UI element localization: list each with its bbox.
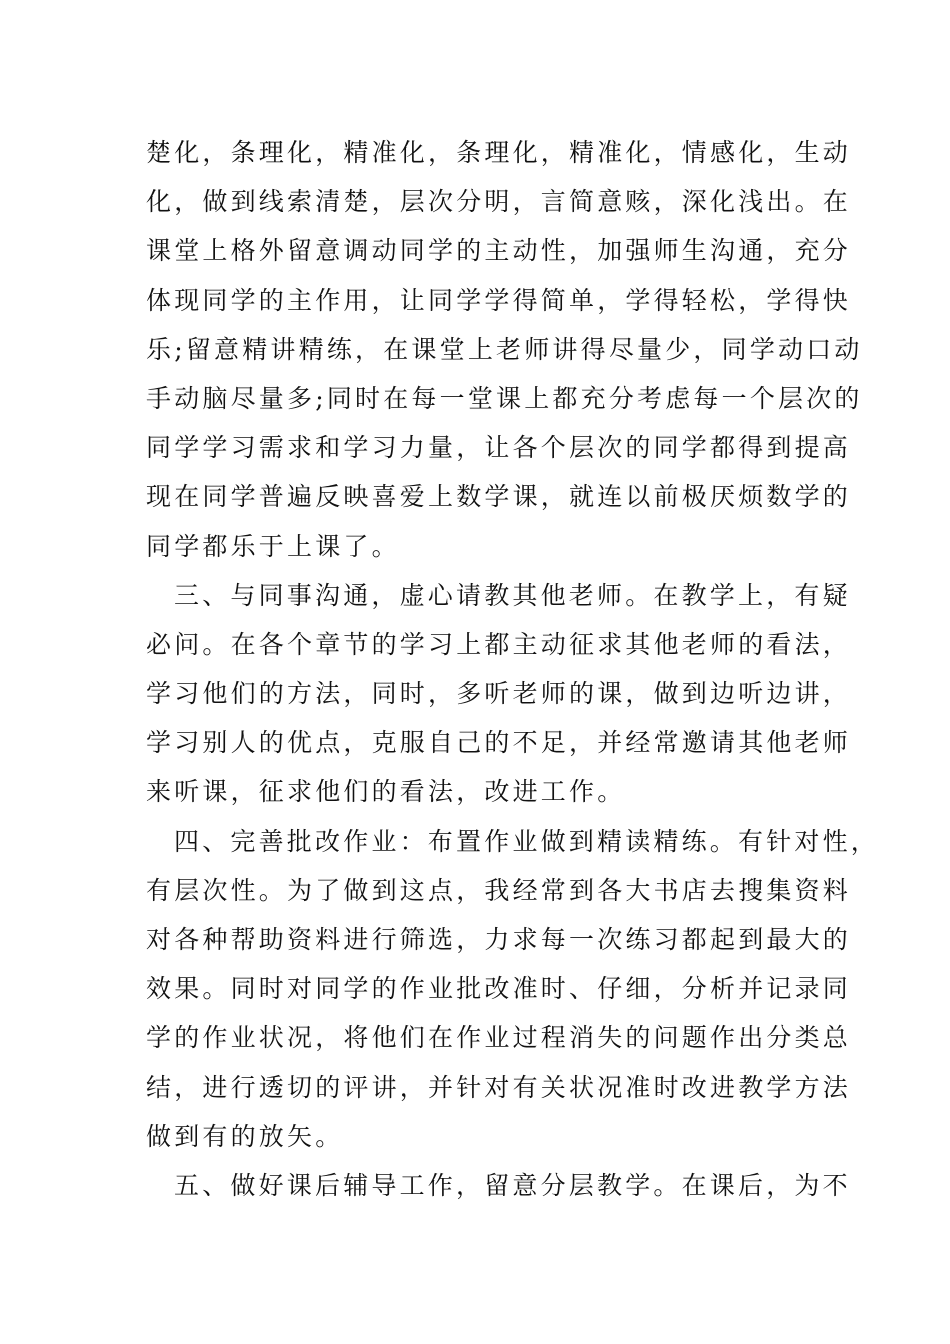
text-line: 学的作业状况，将他们在作业过程消失的问题作出分类总 (146, 1023, 852, 1053)
text-line: 学习他们的方法，同时，多听老师的课，做到边听边讲， (146, 679, 852, 709)
text-line: 效果。同时对同学的作业批改准时、仔细，分析并记录同 (146, 974, 852, 1004)
text-line: 做到有的放矢。 (146, 1121, 344, 1151)
text-line: 化，做到线索清楚，层次分明，言简意赅，深化浅出。在 (146, 187, 852, 217)
text-line: 楚化，条理化，精准化，条理化，精准化，情感化，生动 (146, 138, 852, 167)
text-line: 体现同学的主作用，让同学学得简单，学得轻松，学得快 (146, 285, 852, 315)
text-line: 现在同学普遍反映喜爱上数学课，就连以前极厌烦数学的 (146, 482, 852, 512)
paragraph-heading-line: 三、与同事沟通，虚心请教其他老师。在教学上，有疑 (174, 580, 851, 610)
text-line: 对各种帮助资料进行筛选，力求每一次练习都起到最大的 (146, 925, 852, 954)
text-line: 学习别人的优点，克服自己的不足，并经常邀请其他老师 (146, 728, 852, 758)
paragraph-heading-line: 四、完善批改作业：布置作业做到精读精练。有针对性， (174, 826, 880, 856)
text-line: 同学学习需求和学习力量，让各个层次的同学都得到提高 (146, 433, 852, 463)
text-line: 课堂上格外留意调动同学的主动性，加强师生沟通，充分 (146, 236, 852, 266)
text-line: 乐;留意精讲精练，在课堂上老师讲得尽量少，同学动口动 (146, 334, 863, 364)
text-line: 有层次性。为了做到这点，我经常到各大书店去搜集资料 (146, 875, 852, 905)
text-line: 来听课，征求他们的看法，改进工作。 (146, 777, 626, 807)
text-line: 必问。在各个章节的学习上都主动征求其他老师的看法， (146, 629, 852, 659)
text-line: 手动脑尽量多;同时在每一堂课上都充分考虑每一个层次的 (146, 383, 863, 413)
document-body (146, 128, 880, 1210)
text-line: 结，进行透切的评讲，并针对有关状况准时改进教学方法 (146, 1072, 852, 1102)
paragraph-heading-line: 五、做好课后辅导工作，留意分层教学。在课后，为不 (174, 1170, 851, 1200)
text-line: 同学都乐于上课了。 (146, 531, 400, 561)
